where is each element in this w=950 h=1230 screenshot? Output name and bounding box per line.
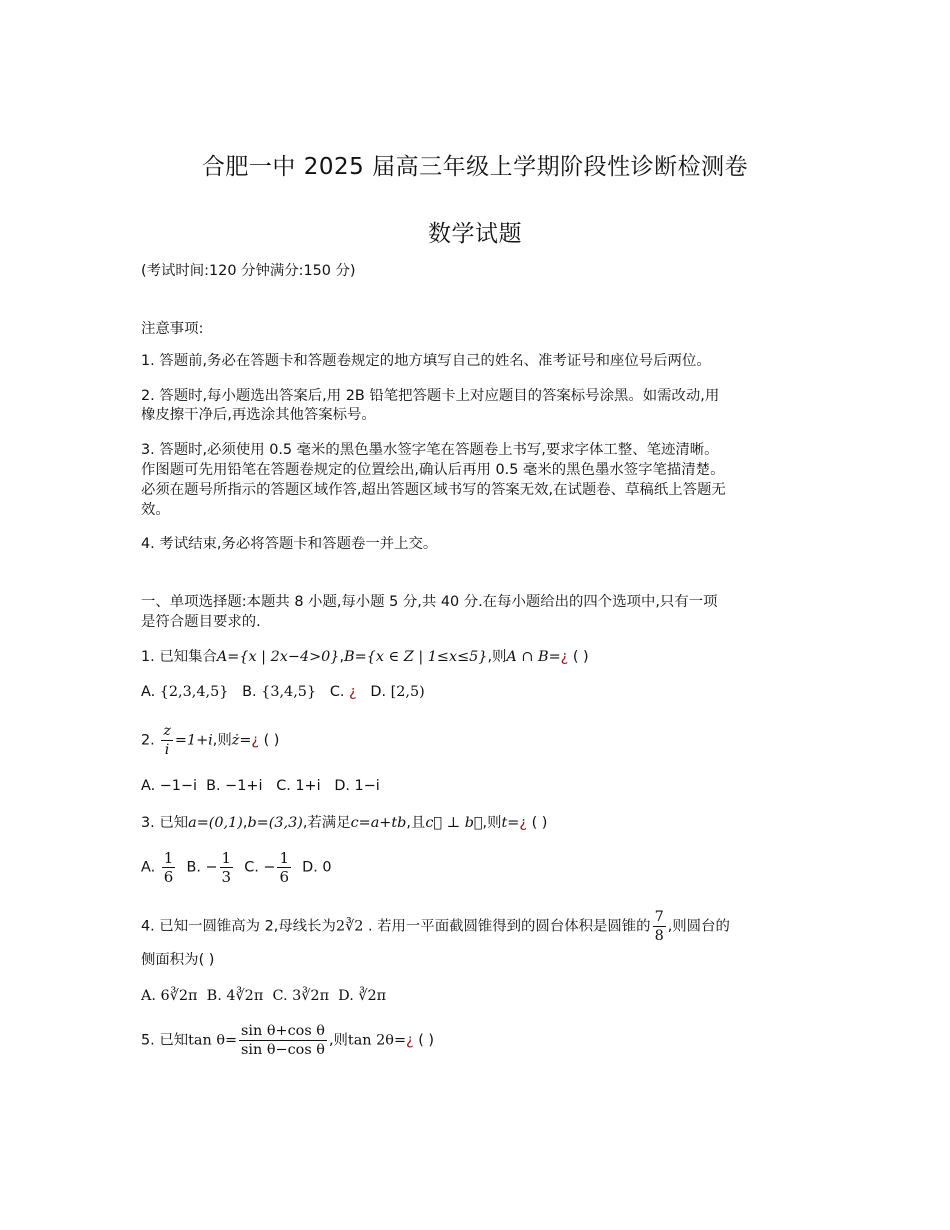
- q3-option-c-fraction: [277, 849, 291, 886]
- q4-fraction: [653, 908, 666, 945]
- note-item-3-line-4: 效。: [141, 502, 170, 518]
- q1-separator: ,: [339, 649, 345, 665]
- q4-option-b: B. 4∛2π: [197, 988, 264, 1004]
- q1-number: 1.: [141, 649, 160, 665]
- q1-set-a: A={x | 2x−4>0}: [216, 649, 340, 665]
- exam-info: (考试时间:120 分钟满分:150 分): [141, 263, 356, 279]
- q5-fraction-numerator: sin θ+cos θ: [241, 1023, 325, 1039]
- q3-mid-text-2: ,且: [406, 815, 426, 831]
- q3-option-c-numerator: 1: [279, 849, 290, 867]
- q1-option-d: [2,5): [390, 684, 425, 700]
- q3-option-b-label: B. −: [177, 859, 218, 876]
- question-3: [141, 814, 811, 833]
- q1-mid-text: ,则: [487, 649, 507, 665]
- q2-expression: ż=: [231, 732, 252, 749]
- q3-option-a-fraction: [162, 849, 176, 886]
- q4-suffix: ,则圆台的: [667, 918, 730, 935]
- q1-option-a: {2,3,4,5}: [159, 684, 229, 700]
- question-2: [141, 722, 811, 759]
- question-4-line-2: 侧面积为( ): [141, 952, 215, 968]
- q2-number: 2.: [141, 732, 160, 749]
- q5-placeholder-glyph: ¿: [406, 1032, 414, 1049]
- q2-option-b: B. −1+i: [197, 778, 263, 794]
- q1-option-d-label: D.: [356, 684, 391, 700]
- note-item-3-line-2: 作图题可先用铅笔在答题卷规定的位置绘出,确认后再用 0.5 毫米的黑色墨水签字笔描清楚。: [141, 462, 725, 478]
- exam-subtitle: 数学试题: [428, 221, 522, 247]
- q3-placeholder-glyph: ¿: [519, 815, 527, 831]
- q1-option-b-label: B.: [228, 684, 262, 700]
- q3-options: [141, 849, 811, 886]
- q4-option-a: A. 6∛2π: [141, 988, 198, 1004]
- q5-answer-paren: ( ): [413, 1032, 435, 1049]
- q3-option-a-numerator: 1: [163, 849, 174, 867]
- question-4-line-1: [141, 908, 811, 945]
- q3-vector-c: c=a+tb: [350, 815, 407, 831]
- q3-answer-paren: ( ): [527, 815, 548, 831]
- q3-perpendicular: c⃗ ⊥ b⃗: [425, 815, 483, 831]
- q1-prefix: 已知集合: [159, 649, 217, 665]
- note-item-4: 4. 考试结束,务必将答题卡和答题卷一并上交。: [141, 536, 438, 552]
- q2-fraction-denominator: i: [164, 742, 170, 758]
- q2-fraction: [161, 722, 173, 759]
- note-item-3-line-1: 3. 答题时,必须使用 0.5 毫米的黑色墨水签字笔在答题卷上书写,要求字体工整、笔迹清晰。: [141, 442, 719, 458]
- q5-fraction-denominator: sin θ−cos θ: [241, 1042, 325, 1058]
- q1-option-c-label: C.: [316, 684, 350, 700]
- q4-prefix: 4. 已知一圆锥高为 2,母线长为: [141, 918, 336, 935]
- q4-fraction-denominator: 8: [654, 928, 664, 944]
- q1-option-c: ¿: [349, 684, 357, 700]
- q3-separator: ,: [242, 815, 248, 831]
- q3-prefix: 已知: [159, 815, 189, 831]
- q2-fraction-numerator: z: [163, 723, 171, 739]
- q2-option-c: C. 1+i: [262, 778, 321, 794]
- q2-mid-text: ,则: [212, 732, 232, 749]
- section1-intro-line-2: 是符合题目要求的.: [141, 614, 261, 630]
- q2-placeholder-glyph: ¿: [251, 732, 260, 749]
- q3-mid-text-1: ,若满足: [302, 815, 351, 831]
- q5-number: 5.: [141, 1032, 160, 1049]
- notes-heading: 注意事项:: [141, 321, 204, 337]
- q1-expression: A ∩ B=: [506, 649, 561, 665]
- q5-fraction: [239, 1022, 327, 1059]
- q1-placeholder-glyph: ¿: [560, 649, 569, 665]
- section1-intro-line-1: 一、单项选择题:本题共 8 小题,每小题 5 分,共 40 分.在每小题给出的四个选项中,只有一项: [141, 594, 718, 610]
- q4-fraction-numerator: 7: [654, 909, 664, 925]
- note-item-3-line-3: 必须在题号所指示的答题区域作答,超出答题区域书写的答案无效,在试题卷、草稿纸上答题无: [141, 482, 726, 498]
- exam-title: 合肥一中 2025 届高三年级上学期阶段性诊断检测卷: [201, 154, 749, 180]
- q3-vector-b: b=(3,3): [247, 815, 303, 831]
- note-item-1: 1. 答题前,务必在答题卡和答题卷规定的地方填写自己的姓名、准考证号和座位号后两位。: [141, 353, 711, 369]
- q3-option-d: D. 0: [293, 859, 332, 876]
- question-5: [141, 1022, 811, 1059]
- q4-option-c: C. 3∛2π: [263, 988, 330, 1004]
- q5-lhs: tan θ=: [188, 1032, 238, 1049]
- q1-option-a-label: A.: [141, 684, 160, 700]
- q3-option-b-numerator: 1: [221, 849, 232, 867]
- q3-option-a-label: A.: [141, 859, 160, 876]
- q1-option-b: {3,4,5}: [261, 684, 317, 700]
- q3-number: 3.: [141, 815, 160, 831]
- question-1: [141, 648, 811, 667]
- q2-answer-paren: ( ): [259, 732, 280, 749]
- q3-option-b-denominator: 3: [221, 868, 232, 886]
- q2-option-a: A. −1−i: [141, 778, 198, 794]
- q3-option-a-denominator: 6: [163, 868, 174, 886]
- q3-vector-a: a=(0,1): [188, 815, 243, 831]
- q2-options: [141, 777, 811, 796]
- q4-slant-length: 2∛2: [335, 918, 364, 935]
- q4-options: [141, 987, 811, 1006]
- q3-mid-text-3: ,则: [482, 815, 502, 831]
- q4-option-d: D. ∛2π: [329, 988, 387, 1004]
- q2-equation: =1+i: [174, 732, 213, 749]
- q3-option-c-denominator: 6: [279, 868, 290, 886]
- q1-options: [141, 683, 811, 702]
- note-item-2-line-1: 2. 答题时,每小题选出答案后,用 2B 铅笔把答题卡上对应题目的答案标号涂黑。如需改动,用: [141, 388, 720, 404]
- q5-expression: tan 2θ=: [347, 1032, 407, 1049]
- note-item-2-line-2: 橡皮擦干净后,再选涂其他答案标号。: [141, 407, 376, 423]
- q2-option-d: D. 1−i: [320, 778, 380, 794]
- q1-set-b: B={x ∈ Z | 1≤x≤5}: [344, 649, 488, 665]
- q5-mid-text: ,则: [328, 1032, 348, 1049]
- q3-option-c-label: C. −: [235, 859, 276, 876]
- q4-mid-text: . 若用一平面截圆锥得到的圆台体积是圆锥的: [363, 918, 651, 935]
- q1-answer-paren: ( ): [568, 649, 589, 665]
- q3-option-b-fraction: [220, 849, 234, 886]
- q5-prefix: 已知: [159, 1032, 189, 1049]
- q3-expression: t=: [501, 815, 520, 831]
